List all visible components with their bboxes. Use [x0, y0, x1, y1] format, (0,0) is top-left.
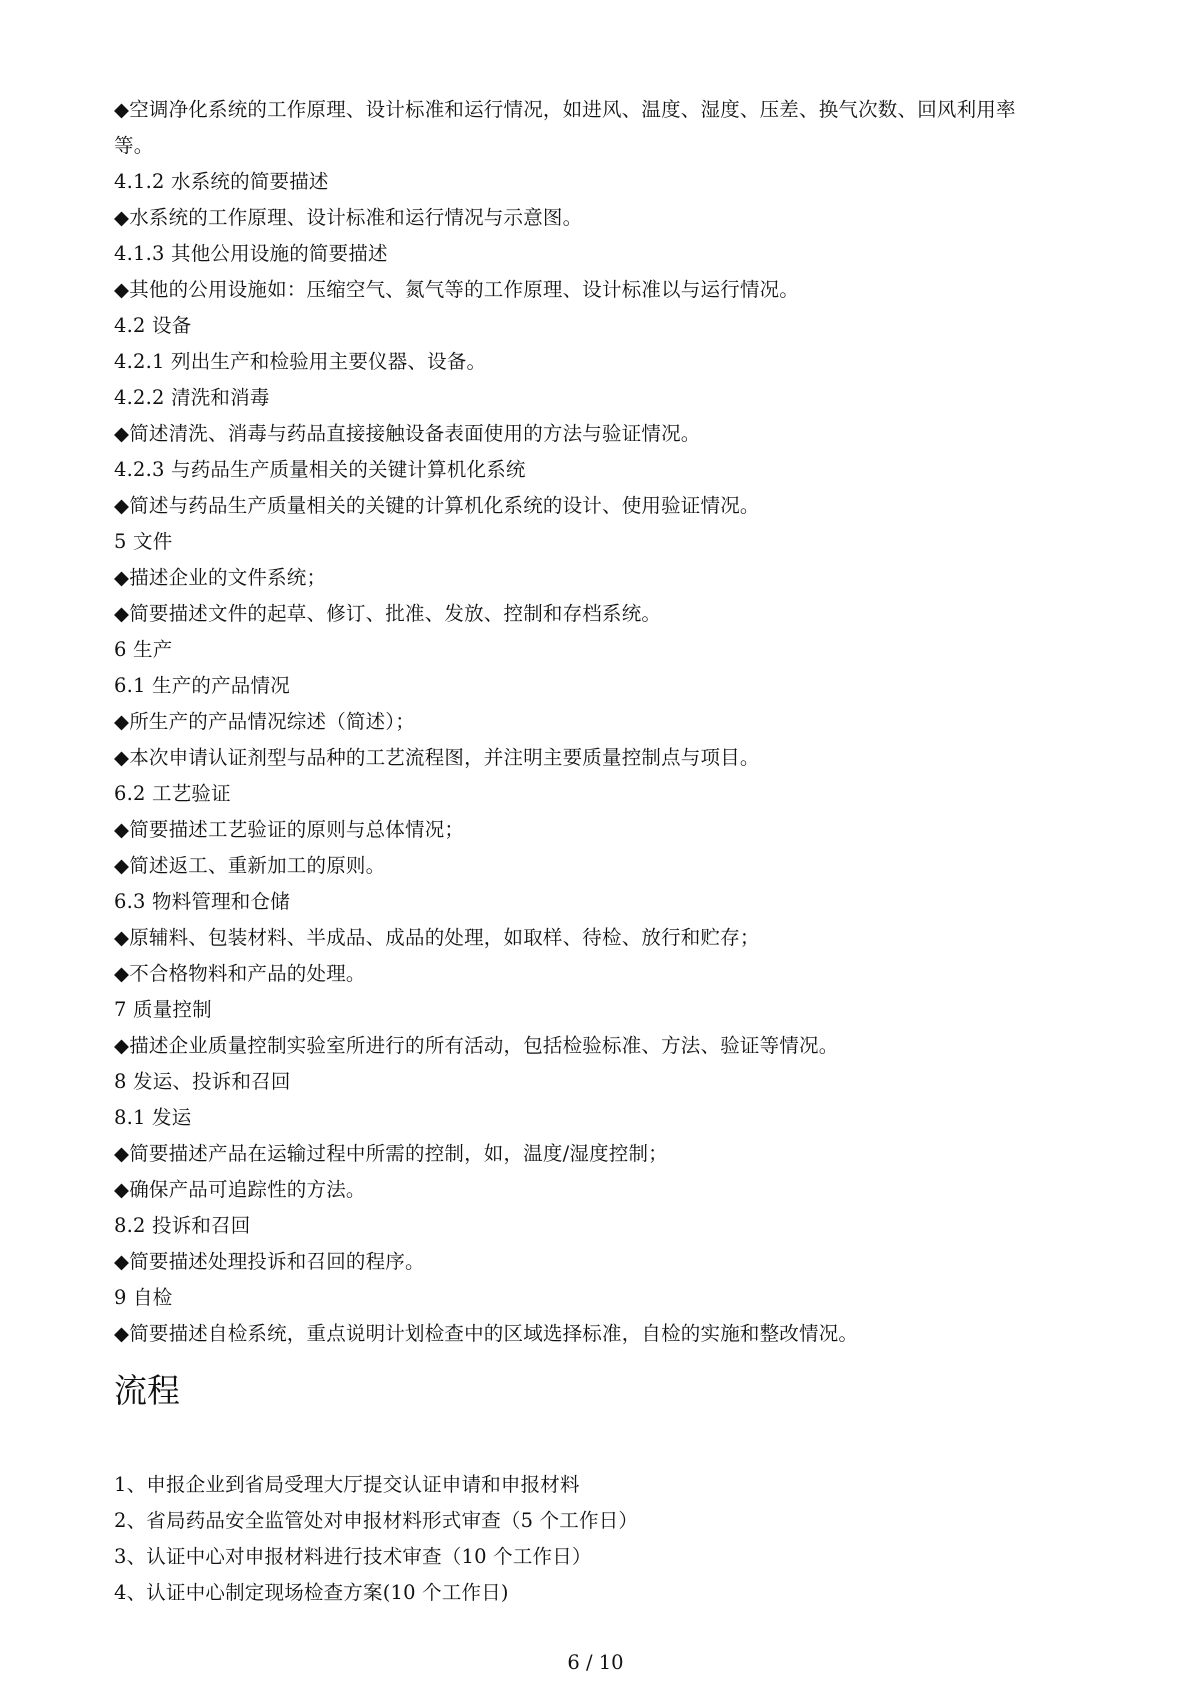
subsection-heading: 6.3 物料管理和仓储 [114, 890, 290, 913]
process-step: 1、申报企业到省局受理大厅提交认证申请和申报材料 [114, 1473, 580, 1496]
bullet-item: ◆描述企业质量控制实验室所进行的所有活动，包括检验标准、方法、验证等情况。 [114, 1034, 839, 1057]
bullet-item: ◆简要描述处理投诉和召回的程序。 [114, 1250, 425, 1273]
process-heading: 流程 [114, 1371, 180, 1410]
process-step: 3、认证中心对申报材料进行技术审查（10 个工作日） [114, 1545, 592, 1568]
bullet-item: ◆简述与药品生产质量相关的关键的计算机化系统的设计、使用验证情况。 [114, 494, 760, 517]
section-heading: 8 发运、投诉和召回 [114, 1070, 291, 1093]
section-heading: 9 自检 [114, 1286, 173, 1309]
bullet-item: ◆原辅料、包装材料、半成品、成品的处理，如取样、待检、放行和贮存； [114, 926, 760, 949]
bullet-item: ◆水系统的工作原理、设计标准和运行情况与示意图。 [114, 206, 583, 229]
bullet-item: ◆描述企业的文件系统； [114, 566, 327, 589]
subsection-heading: 8.1 发运 [114, 1106, 192, 1129]
bullet-item: ◆简述清洗、消毒与药品直接接触设备表面使用的方法与验证情况。 [114, 422, 701, 445]
bullet-item: ◆其他的公用设施如：压缩空气、氮气等的工作原理、设计标准以与运行情况。 [114, 278, 799, 301]
bullet-item: ◆简要描述自检系统，重点说明计划检查中的区域选择标准，自检的实施和整改情况。 [114, 1322, 859, 1345]
section-heading: 5 文件 [114, 530, 173, 553]
section-heading: 6 生产 [114, 638, 173, 661]
subsection-heading: 4.2.2 清洗和消毒 [114, 386, 270, 409]
paragraph-line: ◆空调净化系统的工作原理、设计标准和运行情况，如进风、温度、湿度、压差、换气次数、回风利用率 [114, 98, 1016, 121]
bullet-item: ◆本次申请认证剂型与品种的工艺流程图，并注明主要质量控制点与项目。 [114, 746, 760, 769]
process-step: 2、省局药品安全监管处对申报材料形式审查（5 个工作日） [114, 1509, 639, 1532]
subsection-heading: 6.2 工艺验证 [114, 782, 231, 805]
bullet-item: ◆简要描述工艺验证的原则与总体情况； [114, 818, 465, 841]
bullet-item: ◆简述返工、重新加工的原则。 [114, 854, 386, 877]
bullet-item: ◆不合格物料和产品的处理。 [114, 962, 366, 985]
page-number: 6 / 10 [567, 1651, 624, 1674]
section-heading: 4.2 设备 [114, 314, 192, 337]
bullet-item: ◆简要描述文件的起草、修订、批准、发放、控制和存档系统。 [114, 602, 662, 625]
subsection-heading: 4.2.3 与药品生产质量相关的关键计算机化系统 [114, 458, 526, 481]
bullet-item: ◆所生产的产品情况综述（简述）； [114, 710, 415, 733]
subsection-heading: 4.2.1 列出生产和检验用主要仪器、设备。 [114, 350, 487, 373]
process-steps [114, 1467, 1094, 1611]
body-text [114, 92, 1094, 1352]
process-step: 4、认证中心制定现场检查方案(10 个工作日) [114, 1581, 509, 1604]
subsection-heading: 4.1.3 其他公用设施的简要描述 [114, 242, 388, 265]
subsection-heading: 8.2 投诉和召回 [114, 1214, 251, 1237]
paragraph-line: 等。 [114, 134, 154, 157]
bullet-item: ◆确保产品可追踪性的方法。 [114, 1178, 366, 1201]
bullet-item: ◆简要描述产品在运输过程中所需的控制，如，温度/湿度控制； [114, 1142, 668, 1165]
section-heading: 7 质量控制 [114, 998, 212, 1021]
subsection-heading: 6.1 生产的产品情况 [114, 674, 290, 697]
subsection-heading: 4.1.2 水系统的简要描述 [114, 170, 329, 193]
